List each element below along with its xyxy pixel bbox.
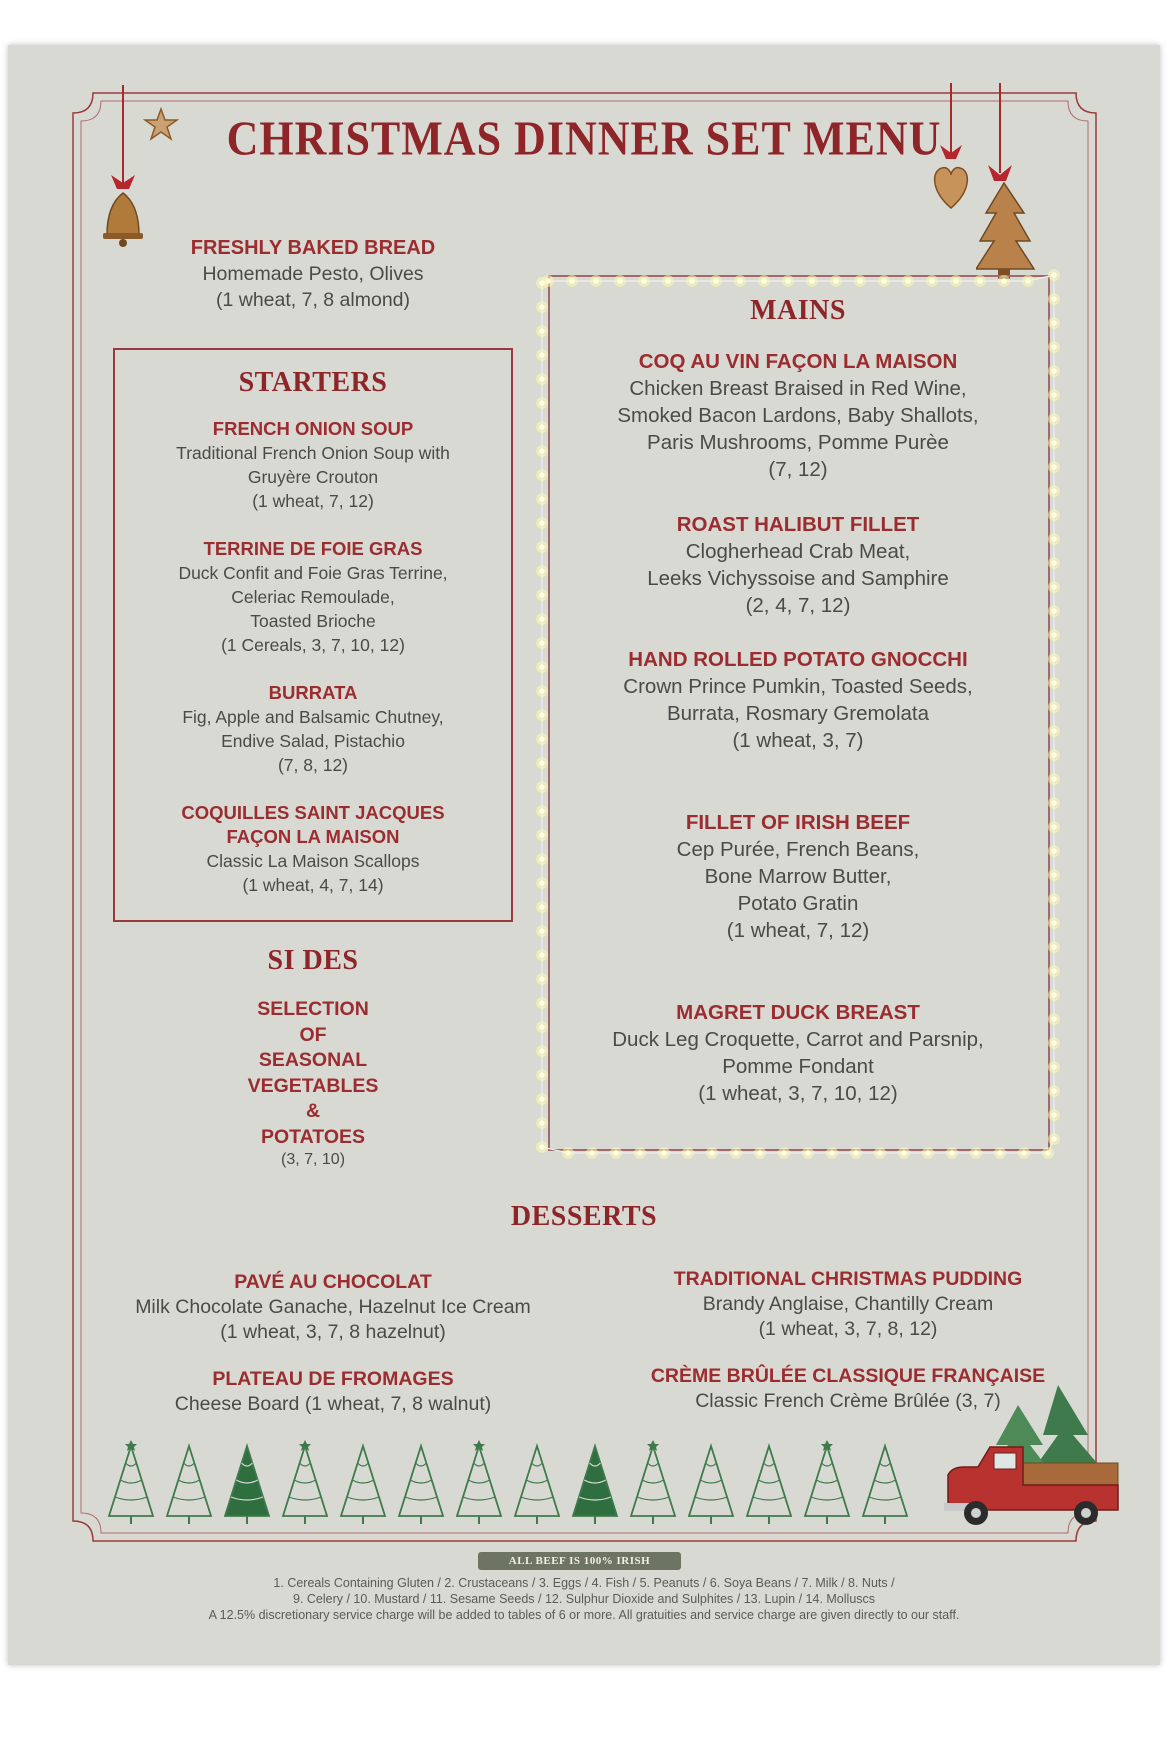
bread-desc-1: Homemade Pesto, Olives [202, 263, 424, 285]
main-allergens: (7, 12) [768, 458, 828, 481]
light-bulb [539, 1072, 545, 1078]
light-bulb [857, 278, 863, 284]
tree-garland [706, 1463, 717, 1466]
light-bulb [539, 1000, 545, 1006]
desserts-heading: DESSERTS [510, 1201, 658, 1232]
light-bulb [539, 760, 545, 766]
light-bulb [1051, 464, 1057, 470]
dessert-desc: Classic French Crème Brûlée (3, 7) [695, 1390, 1001, 1412]
main-desc: Chicken Breast Braised in Red Wine, [629, 377, 967, 400]
light-bulb [593, 278, 599, 284]
dessert-allergens: (1 wheat, 3, 7, 8, 12) [758, 1318, 938, 1340]
main-allergens: (1 wheat, 7, 12) [726, 919, 870, 942]
tree-garland [410, 1480, 431, 1483]
light-bulb [757, 1150, 763, 1156]
starters-heading: STARTERS [238, 367, 388, 398]
starter-desc: Endive Salad, Pistachio [221, 731, 405, 751]
light-bulb [1051, 656, 1057, 662]
light-bulb [1051, 416, 1057, 422]
light-bulb [953, 278, 959, 284]
sides-allergens: (3, 7, 10) [280, 1151, 346, 1168]
light-bulb [539, 640, 545, 646]
tree-garland [648, 1463, 659, 1466]
light-bulb [1051, 752, 1057, 758]
light-bulb [539, 904, 545, 910]
starter-desc: Celeriac Remoulade, [231, 587, 395, 607]
light-bulb [1051, 968, 1057, 974]
starter-allergens: (1 wheat, 4, 7, 14) [242, 875, 384, 895]
tree-icon [515, 1446, 559, 1516]
light-bulb [539, 424, 545, 430]
starter-item [118, 417, 508, 513]
tree-star [647, 1440, 659, 1451]
tree-garland [474, 1463, 485, 1466]
tree-garland [178, 1480, 199, 1483]
light-bulb [1025, 278, 1031, 284]
light-bulb [1051, 536, 1057, 542]
light-bulb [1051, 1040, 1057, 1046]
tree-garland [120, 1480, 141, 1483]
dessert-name: TRADITIONAL CHRISTMAS PUDDING [673, 1268, 1023, 1290]
light-bulb [539, 400, 545, 406]
light-bulb [661, 1150, 667, 1156]
light-bulb [1045, 1150, 1051, 1156]
tree-icon [283, 1446, 327, 1516]
starter-desc: Traditional French Onion Soup with [176, 443, 450, 463]
starter-item [118, 537, 508, 657]
tree-garland [880, 1463, 891, 1466]
sides-item [113, 997, 513, 1170]
tree-icon [167, 1446, 211, 1516]
light-bulb [1051, 560, 1057, 566]
dessert-item [98, 1367, 568, 1417]
starter-name: BURRATA [268, 682, 358, 703]
light-bulb [1051, 488, 1057, 494]
light-bulb [1051, 584, 1057, 590]
tree-icon [399, 1446, 443, 1516]
tree-garland [416, 1463, 427, 1466]
tree-icon [689, 1446, 733, 1516]
main-name: FILLET OF IRISH BEEF [685, 811, 911, 834]
light-bulb [539, 352, 545, 358]
tree-garland [753, 1497, 785, 1500]
tree-star [125, 1440, 137, 1451]
bread-desc-2: (1 wheat, 7, 8 almond) [215, 289, 411, 311]
light-bulb [809, 278, 815, 284]
starter-allergens: (7, 8, 12) [277, 755, 349, 775]
bread-name: FRESHLY BAKED BREAD [190, 237, 436, 259]
light-bulb [1051, 680, 1057, 686]
light-bulb [805, 1150, 811, 1156]
tree-star [473, 1440, 485, 1451]
light-bulb [539, 688, 545, 694]
main-desc: Bone Marrow Butter, [704, 865, 892, 888]
light-bulb [1051, 512, 1057, 518]
starter-item [118, 681, 508, 777]
tree-icon [341, 1446, 385, 1516]
light-bulb [539, 376, 545, 382]
light-bulb [569, 278, 575, 284]
dessert-desc: Cheese Board (1 wheat, 7, 8 walnut) [174, 1393, 492, 1415]
light-bulb [1001, 278, 1007, 284]
light-bulb [1051, 272, 1057, 278]
main-desc: Smoked Bacon Lardons, Baby Shallots, [617, 404, 979, 427]
light-bulb [973, 1150, 979, 1156]
tree-garland [816, 1480, 837, 1483]
light-bulb [539, 664, 545, 670]
main-name: COQ AU VIN FAÇON LA MAISON [638, 350, 958, 373]
light-bulb [853, 1150, 859, 1156]
light-bulb [539, 856, 545, 862]
starter-name: COQUILLES SAINT JACQUES [181, 802, 445, 823]
starter-desc: Fig, Apple and Balsamic Chutney, [182, 707, 444, 727]
page-title: CHRISTMAS DINNER SET MENU [226, 111, 942, 166]
light-bulb [881, 278, 887, 284]
main-allergens: (2, 4, 7, 12) [745, 594, 851, 617]
menu-page [8, 45, 1160, 1665]
tree-garland [347, 1497, 379, 1500]
tree-garland [532, 1463, 543, 1466]
light-bulb [877, 1150, 883, 1156]
light-bulb [1051, 392, 1057, 398]
light-bulb [539, 616, 545, 622]
sides-heading: SI DES [267, 945, 359, 976]
main-desc: Burrata, Rosmary Gremolata [666, 702, 930, 725]
tree-garland [184, 1463, 195, 1466]
light-bulb [1051, 728, 1057, 734]
light-bulb [785, 278, 791, 284]
light-bulb [539, 520, 545, 526]
main-desc: Duck Leg Croquette, Carrot and Parsnip, [612, 1028, 984, 1051]
light-bulb [781, 1150, 787, 1156]
light-bulb [1051, 896, 1057, 902]
light-bulb [685, 1150, 691, 1156]
light-bulb [1051, 1112, 1057, 1118]
main-name: ROAST HALIBUT FILLET [676, 513, 920, 536]
light-bulb [539, 784, 545, 790]
starter-name: FRENCH ONION SOUP [212, 418, 414, 439]
light-bulb [539, 544, 545, 550]
starter-item [118, 801, 508, 897]
light-bulb [1051, 920, 1057, 926]
light-bulb [539, 808, 545, 814]
light-bulb [1051, 632, 1057, 638]
light-bulb [539, 448, 545, 454]
light-bulb [689, 278, 695, 284]
tree-garland [521, 1497, 553, 1500]
tree-garland [811, 1497, 843, 1500]
light-bulb [539, 568, 545, 574]
light-bulb [833, 278, 839, 284]
dessert-desc: Brandy Anglaise, Chantilly Cream [702, 1293, 994, 1315]
light-bulb [1051, 776, 1057, 782]
light-bulb [1051, 1088, 1057, 1094]
light-bulb [539, 1048, 545, 1054]
tree-icon [225, 1446, 269, 1516]
light-bulb [539, 1096, 545, 1102]
light-bulb [1051, 608, 1057, 614]
light-bulb [539, 1024, 545, 1030]
tree-garland [294, 1480, 315, 1483]
light-bulb [733, 1150, 739, 1156]
tree-garland [700, 1480, 721, 1483]
starter-desc: Classic La Maison Scallops [206, 851, 420, 871]
main-desc: Pomme Fondant [722, 1055, 874, 1078]
light-bulb [539, 1120, 545, 1126]
tree-garland [874, 1480, 895, 1483]
main-name: HAND ROLLED POTATO GNOCCHI [628, 648, 968, 671]
light-bulb [539, 712, 545, 718]
light-bulb [637, 1150, 643, 1156]
tree-icon [747, 1446, 791, 1516]
tree-garland [764, 1463, 775, 1466]
starter-desc: Toasted Brioche [250, 611, 376, 631]
light-bulb [539, 280, 545, 286]
tree-icon [863, 1446, 907, 1516]
tree-garland [289, 1497, 321, 1500]
allergen-line: 1. Cereals Containing Gluten / 2. Crustaceans / 3. Eggs / 4. Fish / 5. Peanuts / 6. Soya Beans / 7. Milk / 8. Nuts / [273, 1576, 895, 1590]
tree-garland [358, 1463, 369, 1466]
sides-name-line: VEGETABLES [247, 1074, 379, 1097]
dessert-desc: Milk Chocolate Ganache, Hazelnut Ice Cream [135, 1296, 531, 1318]
tree-garland [463, 1497, 495, 1500]
main-desc: Leeks Vichyssoise and Samphire [647, 567, 949, 590]
starter-name: TERRINE DE FOIE GRAS [203, 538, 423, 559]
light-bulb [1051, 368, 1057, 374]
light-bulb [1021, 1150, 1027, 1156]
tree-garland [126, 1463, 137, 1466]
light-bulb [539, 880, 545, 886]
light-bulb [901, 1150, 907, 1156]
light-bulb [713, 278, 719, 284]
light-bulb [1051, 944, 1057, 950]
service-charge-note: A 12.5% discretionary service charge will be added to tables of 6 or more. All gratuities and service charge are given directly to our staff. [208, 1608, 960, 1622]
christmas-tree-row-icon [103, 1440, 943, 1530]
light-bulb [1051, 320, 1057, 326]
light-bulb [1051, 344, 1057, 350]
light-bulb [539, 952, 545, 958]
starter-allergens: (1 wheat, 7, 12) [252, 491, 374, 511]
tree-garland [642, 1480, 663, 1483]
dessert-item [608, 1267, 1088, 1342]
light-bulb [539, 304, 545, 310]
dessert-name: PLATEAU DE FROMAGES [212, 1368, 454, 1390]
light-bulb [929, 278, 935, 284]
light-bulb [539, 736, 545, 742]
main-desc: Potato Gratin [737, 892, 859, 915]
main-item [553, 511, 1043, 619]
light-bulb [539, 472, 545, 478]
tree-garland [695, 1497, 727, 1500]
light-bulb [1051, 704, 1057, 710]
tree-garland [300, 1463, 311, 1466]
all-beef-badge: ALL BEEF IS 100% IRISH [478, 1552, 681, 1570]
tree-garland [468, 1480, 489, 1483]
light-bulb [925, 1150, 931, 1156]
tree-garland [352, 1480, 373, 1483]
light-bulb [1051, 296, 1057, 302]
dessert-name: PAVÉ AU CHOCOLAT [234, 1271, 432, 1293]
light-bulb [539, 1144, 545, 1150]
main-allergens: (1 wheat, 3, 7) [732, 729, 864, 752]
light-bulb [829, 1150, 835, 1156]
tree-star [299, 1440, 311, 1451]
allergen-key [8, 1575, 1160, 1623]
tree-garland [822, 1463, 833, 1466]
sides-name-line: POTATOES [260, 1125, 365, 1148]
allergen-line: 9. Celery / 10. Mustard / 11. Sesame Seeds / 12. Sulphur Dioxide and Sulphites / 13. Lupin / 14. Molluscs [292, 1592, 876, 1606]
light-bulb [1051, 1136, 1057, 1142]
light-bulb [539, 592, 545, 598]
main-item [553, 999, 1043, 1107]
tree-garland [405, 1497, 437, 1500]
light-bulb [613, 1150, 619, 1156]
tree-star [821, 1440, 833, 1451]
starter-desc: Duck Confit and Foie Gras Terrine, [178, 563, 448, 583]
sides-name-line: OF [299, 1023, 327, 1046]
main-allergens: (1 wheat, 3, 7, 10, 12) [698, 1082, 898, 1105]
light-bulb [761, 278, 767, 284]
light-bulb [1051, 1016, 1057, 1022]
tree-icon [457, 1446, 501, 1516]
sides-name-line: SEASONAL [258, 1049, 368, 1071]
bread-section [108, 235, 518, 313]
dessert-allergens: (1 wheat, 3, 7, 8 hazelnut) [220, 1321, 446, 1343]
main-item [553, 348, 1043, 483]
light-bulb [737, 278, 743, 284]
starter-desc: Gruyère Crouton [247, 467, 379, 487]
light-bulb [1051, 824, 1057, 830]
starter-name: FAÇON LA MAISON [226, 826, 400, 847]
tree-icon [631, 1446, 675, 1516]
tree-icon [805, 1446, 849, 1516]
light-bulb [1051, 440, 1057, 446]
light-bulb [539, 976, 545, 982]
light-bulb [1051, 800, 1057, 806]
tree-garland [758, 1480, 779, 1483]
light-bulb [617, 278, 623, 284]
light-bulb [1051, 1064, 1057, 1070]
mains-heading: MAINS [750, 295, 846, 326]
light-bulb [1051, 848, 1057, 854]
main-item [553, 646, 1043, 754]
light-bulb [1051, 872, 1057, 878]
sides-name-line: & [305, 1100, 321, 1122]
main-desc: Paris Mushrooms, Pomme Purèe [647, 431, 949, 454]
tree-icon [573, 1446, 617, 1516]
light-bulb [539, 928, 545, 934]
main-name: MAGRET DUCK BREAST [676, 1001, 920, 1024]
main-desc: Clogherhead Crab Meat, [685, 540, 911, 563]
tree-garland [115, 1497, 147, 1500]
dessert-name: CRÈME BRÛLÉE CLASSIQUE FRANÇAISE [650, 1365, 1046, 1387]
starter-allergens: (1 Cereals, 3, 7, 10, 12) [221, 635, 405, 655]
light-bulb [539, 496, 545, 502]
light-bulb [589, 1150, 595, 1156]
light-bulb [997, 1150, 1003, 1156]
tree-garland [173, 1497, 205, 1500]
light-bulb [949, 1150, 955, 1156]
light-bulb [905, 278, 911, 284]
light-bulb [539, 328, 545, 334]
main-desc: Crown Prince Pumkin, Toasted Seeds, [623, 675, 973, 698]
light-bulb [641, 278, 647, 284]
tree-garland [637, 1497, 669, 1500]
main-desc: Cep Purée, French Beans, [676, 838, 920, 861]
light-bulb [1051, 992, 1057, 998]
tree-icon [109, 1446, 153, 1516]
tree-garland [526, 1480, 547, 1483]
dessert-item [98, 1270, 568, 1345]
main-item [553, 809, 1043, 944]
red-truck-with-tree-icon [938, 1375, 1138, 1535]
light-bulb [977, 278, 983, 284]
light-bulb [665, 278, 671, 284]
light-bulb [539, 832, 545, 838]
sides-name-line: SELECTION [257, 998, 369, 1020]
light-bulb [709, 1150, 715, 1156]
light-bulb [565, 1150, 571, 1156]
tree-garland [869, 1497, 901, 1500]
